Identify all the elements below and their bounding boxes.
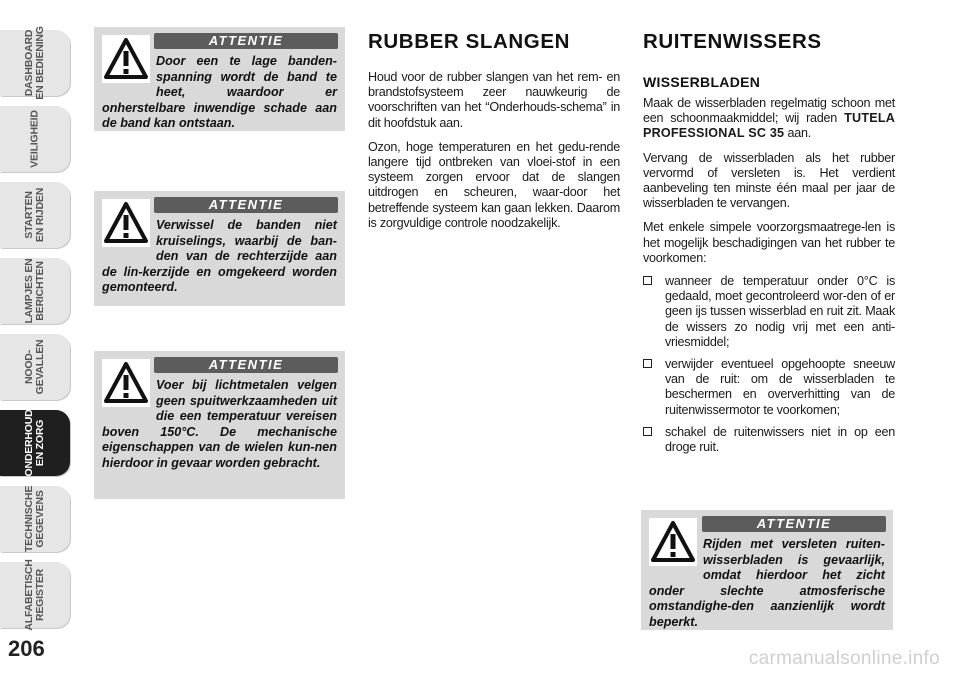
tab-label: ALFABETISCH REGISTER: [23, 559, 46, 631]
warning-box: [94, 191, 345, 306]
paragraph: [643, 96, 895, 142]
product-name: TUTELA PROFESSIONAL SC 35: [643, 111, 896, 141]
warning-box: [94, 351, 345, 499]
warning-text: Verwissel de banden niet kruiselings, waarbij de ban-den van de rechterzijde aan de lin-kerzijde en omgekeerd worden gemonteerd.: [102, 218, 337, 294]
tab-dashboard-en-bediening[interactable]: [0, 26, 70, 100]
tab-veiligheid[interactable]: [0, 106, 70, 172]
checkbox-bullet-icon: [643, 427, 652, 436]
attentie-badge: ATTENTIE: [154, 357, 338, 373]
bullet-item: [643, 425, 895, 455]
tab-technische-gegevens[interactable]: [0, 486, 70, 552]
tab-noodgevallen[interactable]: [0, 334, 70, 400]
warning-text: Door een te lage banden-spanning wordt de band te heet, waardoor er onherstelbare inwendige schade aan de band kan ontstaan.: [102, 54, 337, 130]
tab-label: LAMPJES EN BERICHTEN: [23, 258, 46, 324]
bullet-text: wanneer de temperatuur onder 0°C is gedaald, moet gecontroleerd wor-den of er geen ijs tussen wisserblad en ruit zit. Maak de wissers zo nodig vrij met een anti-vriesmiddel;: [665, 274, 895, 349]
bullet-item: [643, 357, 895, 418]
bullet-text: schakel de ruitenwissers niet in op een droge ruit.: [665, 424, 895, 455]
checkbox-bullet-icon: [643, 359, 652, 368]
ruitenwissers-section: [643, 30, 895, 455]
tab-label: VEILIGHEID: [28, 110, 41, 168]
warning-text: Rijden met versleten ruiten-wisserbladen is gevaarlijk, omdat hierdoor het zicht onder slechte atmosferische omstandighe-den aanzienlijk wordt beperkt.: [649, 537, 885, 629]
tab-label: ONDERHOUD EN ZORG: [23, 409, 46, 477]
paragraph-text: Maak de wisserbladen regelmatig schoon met een schoonmaakmiddel; wij raden: [643, 96, 895, 126]
watermark: carmanualsonline.info: [748, 648, 940, 669]
attentie-badge: ATTENTIE: [154, 33, 338, 49]
section-title: RUITENWISSERS: [643, 30, 822, 53]
attentie-badge: ATTENTIE: [154, 197, 338, 213]
paragraph: Houd voor de rubber slangen van het rem- en brandstofsysteem zeer nauwkeurig de voorschriften van het “Onderhouds-schema” in dit hoofdstuk aan.: [368, 70, 620, 130]
tab-lampjes-en-berichten[interactable]: [0, 258, 70, 324]
bullet-text: verwijder eventueel opgehoopte sneeuw van de ruit: om de wisserbladen te beschermen en oververhitting van de ruitenwissermotor te voorkomen;: [665, 357, 895, 417]
attentie-badge: ATTENTIE: [702, 516, 886, 532]
page-number: 206: [8, 636, 45, 661]
section-title: RUBBER SLANGEN: [368, 30, 571, 53]
tab-label: NOOD- GEVALLEN: [23, 339, 46, 395]
paragraph: Met enkele simpele voorzorgsmaatrege-len is het mogelijk beschadigingen van het rubber te voorkomen:: [643, 220, 895, 265]
paragraph: Ozon, hoge temperaturen en het gedu-rende langere tijd ontbreken van vloei-stof in een systeem zorgen ervoor dat de slangen uitdrogen en scheuren, waar-door het betreffende systeem kan gaan lekken. Daarom is zorgvuldige controle noodzakelijk.: [368, 139, 620, 230]
warning-box: [94, 27, 345, 131]
tab-label: STARTEN EN RIJDEN: [23, 187, 46, 243]
paragraph: Vervang de wisserbladen als het rubber vervormd of versleten is. Het verdient aanbeveling ten minste één maal per jaar de wisserbladen te vervangen.: [643, 150, 895, 211]
tab-label: TECHNISCHE GEGEVENS: [23, 485, 46, 553]
tab-starten-en-rijden[interactable]: [0, 182, 70, 248]
tab-onderhoud-en-zorg[interactable]: [0, 410, 70, 476]
paragraph-text: aan.: [787, 126, 811, 141]
warning-text: Voer bij lichtmetalen velgen geen spuitwerkzaamheden uit die een temperatuur vereisen boven 150°C. De mechanische eigenschappen van de wielen kun-nen hierdoor in gevaar worden gebracht.: [102, 378, 337, 470]
rubber-slangen-section: [368, 30, 620, 231]
tab-label: DASHBOARD EN BEDIENING: [23, 26, 46, 100]
warning-box: [641, 510, 893, 630]
bullet-item: [643, 274, 895, 350]
subsection-title: WISSERBLADEN: [643, 74, 761, 90]
checkbox-bullet-icon: [643, 276, 652, 285]
tab-alfabetisch-register[interactable]: [0, 559, 70, 631]
